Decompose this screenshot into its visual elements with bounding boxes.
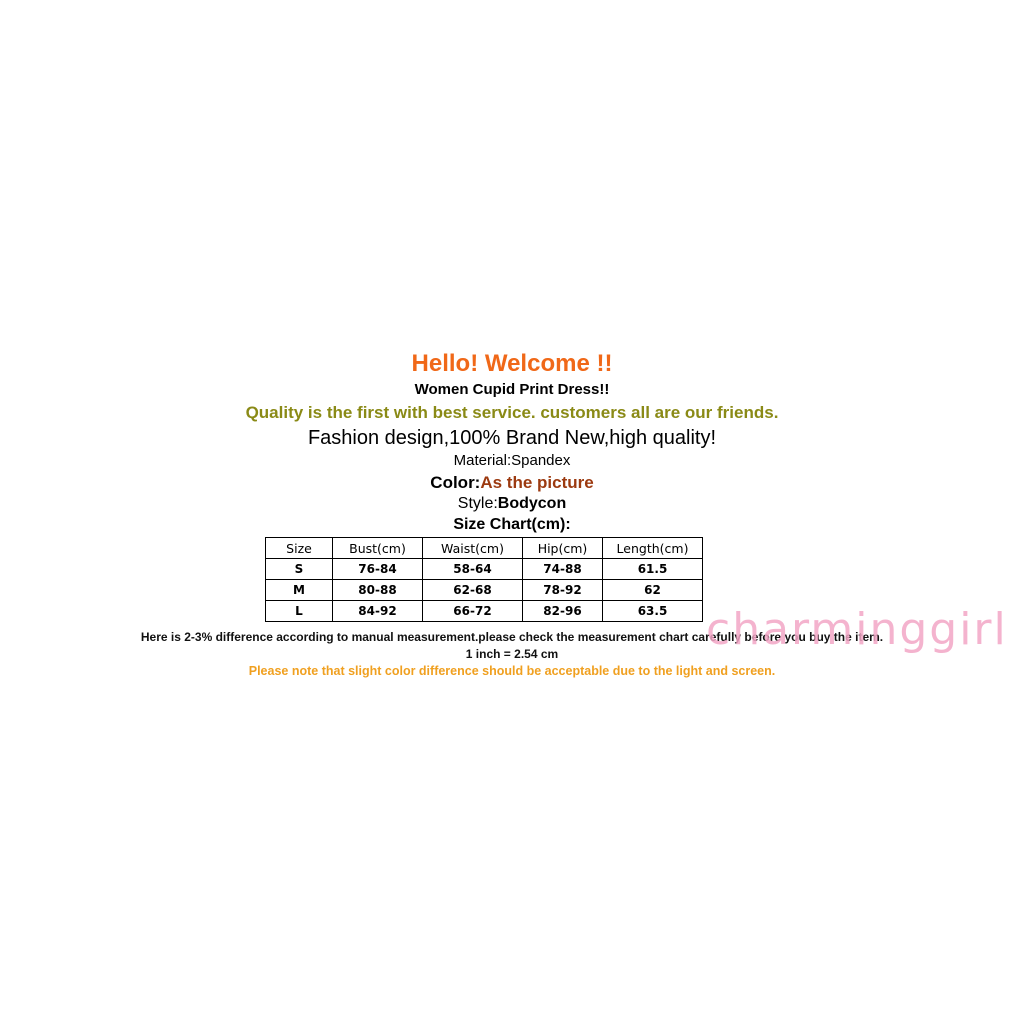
- color-line: [0, 473, 1024, 493]
- table-cell: 82-96: [523, 601, 603, 622]
- table-cell: 76-84: [333, 559, 423, 580]
- color-value: As the picture: [480, 473, 594, 492]
- table-cell: S: [266, 559, 333, 580]
- measurement-note: Here is 2-3% difference according to manual measurement.please check the measurement chart carefully before you buy the item.: [140, 630, 884, 644]
- table-row: [266, 559, 703, 580]
- style-value: Bodycon: [497, 495, 567, 512]
- inch-conversion-note: 1 inch = 2.54 cm: [465, 647, 559, 661]
- style-label: Style:: [457, 495, 498, 512]
- material-line: Material:Spandex: [453, 452, 571, 469]
- color-difference-note: Please note that slight color difference should be acceptable due to the light and screen.: [248, 664, 776, 678]
- table-header-cell: Bust(cm): [333, 538, 423, 559]
- table-cell: 63.5: [603, 601, 703, 622]
- table-cell: M: [266, 580, 333, 601]
- color-label: Color:: [430, 473, 481, 492]
- size-chart-title: Size Chart(cm):: [453, 516, 571, 533]
- table-header-cell: Length(cm): [603, 538, 703, 559]
- product-name: Women Cupid Print Dress!!: [414, 381, 610, 398]
- watermark-logo: charminggirl: [706, 604, 1008, 655]
- table-row: [266, 601, 703, 622]
- table-header-cell: Size: [266, 538, 333, 559]
- table-header-cell: Waist(cm): [423, 538, 523, 559]
- size-chart-table: [265, 537, 703, 622]
- fashion-tagline: Fashion design,100% Brand New,high quality!: [307, 427, 717, 449]
- page-title: Hello! Welcome !!: [411, 350, 613, 377]
- table-cell: 78-92: [523, 580, 603, 601]
- table-cell: 62: [603, 580, 703, 601]
- table-cell: 62-68: [423, 580, 523, 601]
- style-line: [0, 495, 1024, 513]
- quality-slogan: Quality is the first with best service. customers all are our friends.: [245, 403, 779, 422]
- table-cell: L: [266, 601, 333, 622]
- table-cell: 61.5: [603, 559, 703, 580]
- table-cell: 74-88: [523, 559, 603, 580]
- table-cell: 66-72: [423, 601, 523, 622]
- table-cell: 84-92: [333, 601, 423, 622]
- table-header-cell: Hip(cm): [523, 538, 603, 559]
- table-header-row: [266, 538, 703, 559]
- table-cell: 80-88: [333, 580, 423, 601]
- table-row: [266, 580, 703, 601]
- table-cell: 58-64: [423, 559, 523, 580]
